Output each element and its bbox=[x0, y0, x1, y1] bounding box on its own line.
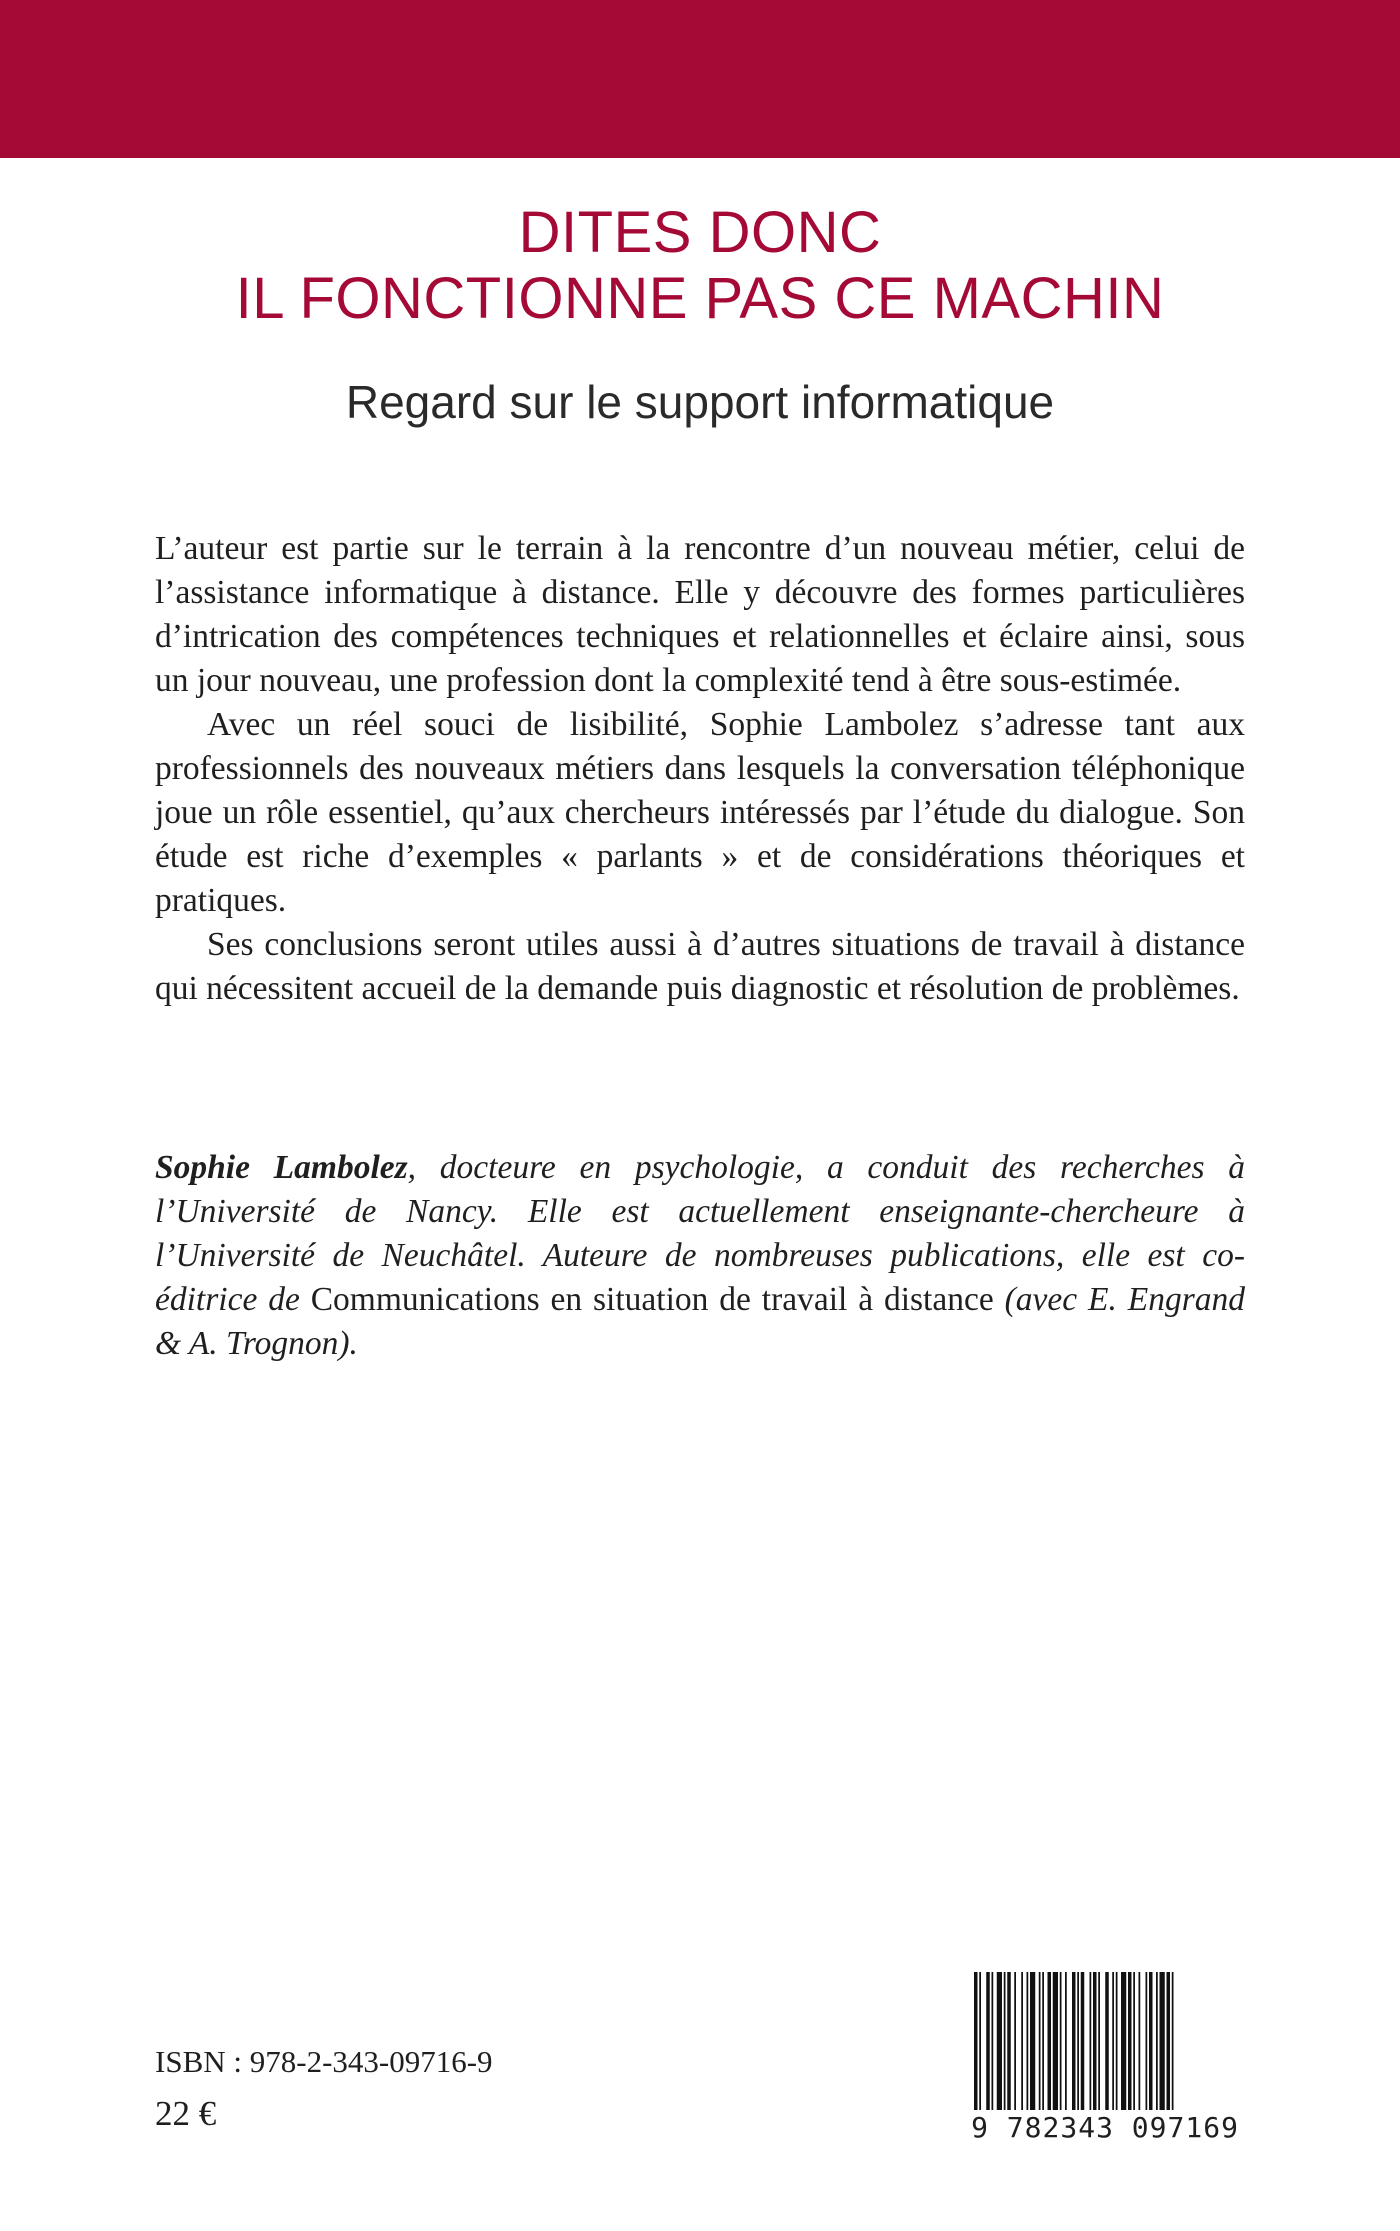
barcode-bar bbox=[1112, 1972, 1114, 2112]
barcode-bar bbox=[1121, 1972, 1126, 2112]
barcode-bar bbox=[1172, 1972, 1174, 2112]
barcode-bar bbox=[1149, 1972, 1153, 2112]
barcode-bar bbox=[992, 1972, 994, 2112]
barcode-bar bbox=[979, 1972, 981, 2112]
barcode-bar bbox=[1139, 1972, 1141, 2112]
barcode-bar bbox=[1090, 1972, 1092, 2112]
barcode-bar bbox=[1004, 1972, 1006, 2112]
barcode-bar bbox=[1160, 1972, 1165, 2112]
barcode-bar bbox=[1081, 1972, 1085, 2112]
barcode-digits: 9 782343 097169 bbox=[971, 2111, 1239, 2144]
barcode-bar bbox=[997, 1972, 1002, 2112]
author-book-title: Communications en situation de travail à distance bbox=[310, 1281, 994, 1318]
author-name: Sophie Lambolez bbox=[155, 1149, 408, 1186]
summary-paragraph-3: Ses conclusions seront utiles aussi à d’autres situations de travail à distance qui nécessitent accueil de la demande puis diagnostic et résolution de problèmes. bbox=[155, 926, 1245, 1007]
author-bio-part2: (avec E. Engrand & A. Trognon). bbox=[155, 1281, 1245, 1362]
barcode-bar bbox=[1133, 1972, 1135, 2112]
barcode-bar bbox=[1128, 1972, 1132, 2112]
price-label: 22 € bbox=[155, 2094, 217, 2133]
barcode-bar bbox=[1072, 1972, 1076, 2112]
barcode-bar bbox=[1065, 1972, 1067, 2112]
summary-paragraph-2: Avec un réel souci de lisibilité, Sophie Lambolez s’adresse tant aux professionnels des nouveaux métiers dans lesquels la conversation téléphonique joue un rôle essentiel, qu’aux chercheurs intéressés par l’étude du dialogue. Son étude est riche d’exemples « parlants » et de considérations théoriques et pratiques. bbox=[155, 706, 1245, 919]
book-title-line2: IL FONCTIONNE PAS CE MACHIN bbox=[235, 266, 1165, 331]
barcode-bar bbox=[1053, 1972, 1058, 2112]
barcode-bar bbox=[974, 1972, 978, 2112]
author-bio-part1: , docteure en psychologie, a conduit des recherches à l’Université de Nancy. Elle est actuellement enseignante-chercheure à l’Université de Neuchâtel. Auteure de nombreuses publications, elle est co-éditrice de bbox=[155, 1149, 1245, 1318]
isbn-label: ISBN : 978-2-343-09716-9 bbox=[155, 2044, 493, 2079]
barcode-bars bbox=[970, 1972, 1240, 2112]
barcode-bar bbox=[1077, 1972, 1079, 2112]
book-subtitle: Regard sur le support informatique bbox=[345, 376, 1055, 428]
barcode-bar bbox=[1027, 1972, 1029, 2112]
barcode-bar bbox=[1039, 1972, 1041, 2112]
barcode-bar bbox=[1167, 1972, 1171, 2112]
barcode-bar bbox=[1014, 1972, 1016, 2112]
barcode-bar bbox=[1021, 1972, 1023, 2112]
barcode-bar bbox=[1030, 1972, 1035, 2112]
barcode bbox=[970, 1972, 1240, 2150]
summary-paragraph-1: L’auteur est partie sur le terrain à la rencontre d’un nouveau métier, celui de l’assistance informatique à distance. Elle y découvre des formes particulières d’intrication des compétences techniques et relationnelles et éclaire ainsi, sous un jour nouveau, une profession dont la complexité tend à être sous-estimée. bbox=[155, 530, 1245, 699]
barcode-bar bbox=[1156, 1972, 1158, 2112]
barcode-bar bbox=[1007, 1972, 1011, 2112]
summary-text bbox=[155, 527, 1245, 1011]
barcode-bar bbox=[1060, 1972, 1062, 2112]
barcode-bar bbox=[1048, 1972, 1052, 2112]
author-bio bbox=[155, 1146, 1245, 1366]
barcode-bar bbox=[986, 1972, 990, 2112]
barcode-bar bbox=[1042, 1972, 1044, 2112]
barcode-bar bbox=[1093, 1972, 1097, 2112]
top-color-band bbox=[0, 0, 1400, 158]
barcode-bar bbox=[1105, 1972, 1109, 2112]
barcode-bar bbox=[1098, 1972, 1100, 2112]
barcode-bar bbox=[1116, 1972, 1118, 2112]
book-title-line1: DITES DONC bbox=[518, 200, 882, 265]
barcode-bar bbox=[1146, 1972, 1148, 2112]
